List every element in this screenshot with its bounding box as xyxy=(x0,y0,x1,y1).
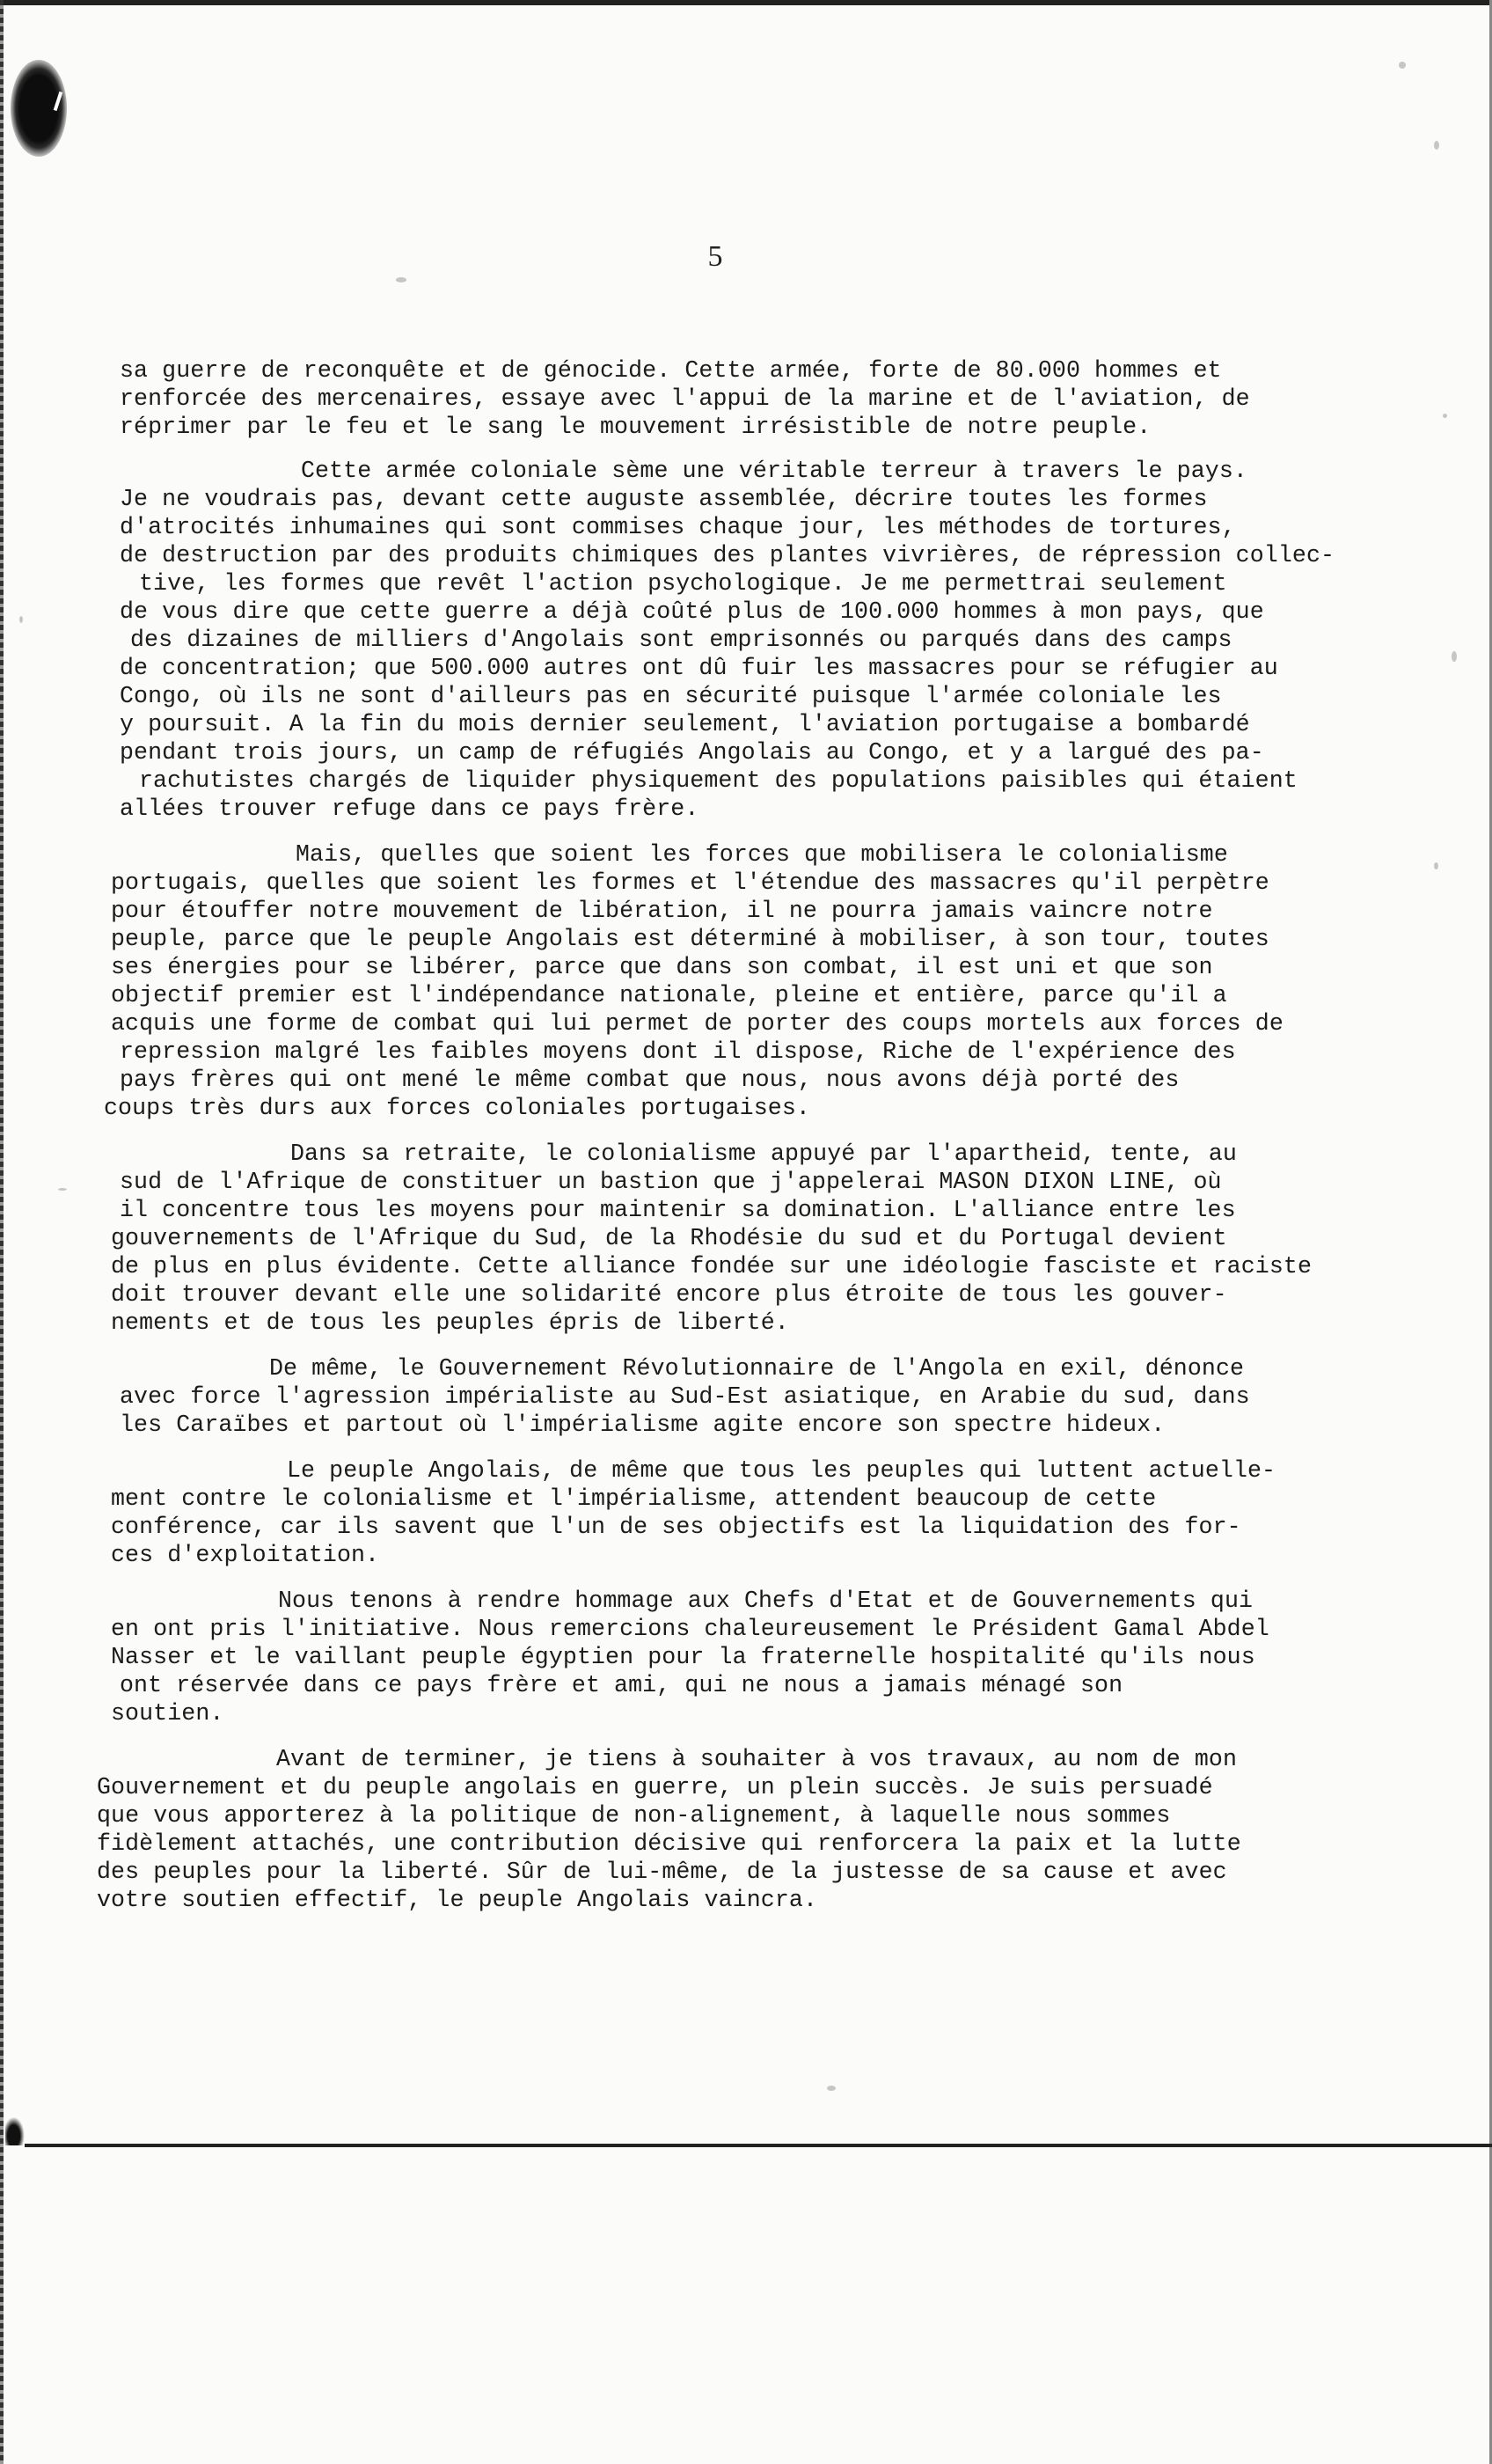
scan-speck xyxy=(827,2086,836,2091)
punch-hole-mark xyxy=(11,60,67,157)
scan-speck xyxy=(1434,141,1439,150)
text-line: sud de l'Afrique de constituer un bastion que j'appelerai MASON DIXON LINE, où xyxy=(120,1169,1222,1195)
bottom-scan-mark xyxy=(5,2114,26,2145)
text-line: Dans sa retraite, le colonialisme appuyé par l'apartheid, tente, au xyxy=(290,1140,1237,1167)
scan-speck xyxy=(1443,414,1447,418)
text-line: votre soutien effectif, le peuple Angolais vaincra. xyxy=(97,1887,818,1913)
text-line: de destruction par des produits chimiques des plantes vivrières, de répression collec- xyxy=(120,542,1335,568)
text-line: fidèlement attachés, une contribution décisive qui renforcera la paix et la lutte xyxy=(97,1830,1241,1857)
left-scan-edge xyxy=(0,0,4,2464)
scan-speck xyxy=(396,277,406,282)
text-line: ont réservée dans ce pays frère et ami, qui ne nous a jamais ménagé son xyxy=(120,1672,1123,1698)
text-line: de plus en plus évidente. Cette alliance fondée sur une idéologie fasciste et raciste xyxy=(111,1253,1313,1280)
page-number: 5 xyxy=(707,240,723,273)
text-line: les Caraïbes et partout où l'impérialisme agite encore son spectre hideux. xyxy=(120,1412,1166,1438)
scan-speck xyxy=(1434,862,1438,869)
text-line: sa guerre de reconquête et de génocide. Cette armée, forte de 80.000 hommes et xyxy=(120,357,1222,384)
text-line: Congo, où ils ne sont d'ailleurs pas en sécurité puisque l'armée coloniale les xyxy=(120,683,1222,709)
text-line: Avant de terminer, je tiens à souhaiter à vos travaux, au nom de mon xyxy=(276,1746,1238,1772)
text-line: tive, les formes que revêt l'action psychologique. Je me permettrai seulement xyxy=(139,570,1227,597)
text-line: pays frères qui ont mené le même combat que nous, nous avons déjà porté des xyxy=(120,1067,1180,1093)
text-line: rachutistes chargés de liquider physiquement des populations paisibles qui étaient xyxy=(139,767,1298,794)
text-line: renforcée des mercenaires, essaye avec l'appui de la marine et de l'aviation, de xyxy=(120,385,1250,412)
text-line: ment contre le colonialisme et l'impérialisme, attendent beaucoup de cette xyxy=(111,1485,1157,1512)
scan-speck xyxy=(1399,62,1406,69)
text-line: Le peuple Angolais, de même que tous les peuples qui luttent actuelle- xyxy=(287,1457,1276,1484)
scan-speck xyxy=(58,1188,67,1191)
text-line: Gouvernement et du peuple angolais en guerre, un plein succès. Je suis persuadé xyxy=(97,1774,1213,1800)
text-line: avec force l'agression impérialiste au Sud-Est asiatique, en Arabie du sud, dans xyxy=(120,1383,1250,1410)
text-line: de concentration; que 500.000 autres ont dû fuir les massacres pour se réfugier au xyxy=(120,655,1278,681)
text-line: objectif premier est l'indépendance nationale, pleine et entière, parce qu'il a xyxy=(111,982,1227,1008)
text-line: ces d'exploitation. xyxy=(111,1542,380,1568)
text-line: Mais, quelles que soient les forces que mobilisera le colonialisme xyxy=(296,841,1228,868)
text-line: de vous dire que cette guerre a déjà coûté plus de 100.000 hommes à mon pays, que xyxy=(120,598,1264,625)
bottom-scan-border xyxy=(25,2144,1492,2147)
text-line: acquis une forme de combat qui lui permet de porter des coups mortels aux forces de xyxy=(111,1010,1284,1037)
text-line: réprimer par le feu et le sang le mouvement irrésistible de notre peuple. xyxy=(120,414,1152,440)
text-line: en ont pris l'initiative. Nous remercions chaleureusement le Président Gamal Abdel xyxy=(111,1616,1269,1642)
text-line: d'atrocités inhumaines qui sont commises chaque jour, les méthodes de tortures, xyxy=(120,514,1236,540)
text-line: il concentre tous les moyens pour maintenir sa domination. L'alliance entre les xyxy=(120,1197,1236,1223)
text-line: coups très durs aux forces coloniales portugaises. xyxy=(104,1095,810,1121)
text-line: portugais, quelles que soient les formes et l'étendue des massacres qu'il perpètre xyxy=(111,869,1269,896)
text-line: y poursuit. A la fin du mois dernier seulement, l'aviation portugaise a bombardé xyxy=(120,711,1250,737)
text-line: allées trouver refuge dans ce pays frère. xyxy=(120,796,699,822)
text-line: peuple, parce que le peuple Angolais est déterminé à mobiliser, à son tour, toutes xyxy=(111,926,1269,952)
scan-speck xyxy=(19,616,23,623)
text-line: repression malgré les faibles moyens dont il dispose, Riche de l'expérience des xyxy=(120,1038,1236,1065)
text-line: soutien. xyxy=(111,1700,224,1727)
text-line: Nasser et le vaillant peuple égyptien pour la fraternelle hospitalité qu'ils nous xyxy=(111,1644,1255,1670)
scan-speck xyxy=(1452,651,1457,662)
text-line: des dizaines de milliers d'Angolais sont emprisonnés ou parqués dans des camps xyxy=(130,627,1232,653)
text-line: Je ne voudrais pas, devant cette auguste assemblée, décrire toutes les formes xyxy=(120,486,1208,512)
top-scan-border xyxy=(0,0,1492,5)
text-line: que vous apporterez à la politique de non-alignement, à laquelle nous sommes xyxy=(97,1802,1171,1829)
text-line: conférence, car ils savent que l'un de ses objectifs est la liquidation des for- xyxy=(111,1514,1241,1540)
text-line: gouvernements de l'Afrique du Sud, de la Rhodésie du sud et du Portugal devient xyxy=(111,1225,1227,1251)
text-line: pendant trois jours, un camp de réfugiés Angolais au Congo, et y a largué des pa- xyxy=(120,739,1264,766)
text-line: Cette armée coloniale sème une véritable terreur à travers le pays. xyxy=(301,458,1247,484)
text-line: nements et de tous les peuples épris de liberté. xyxy=(111,1309,789,1336)
text-line: ses énergies pour se libérer, parce que dans son combat, il est uni et que son xyxy=(111,954,1213,980)
text-line: pour étouffer notre mouvement de libération, il ne pourra jamais vaincre notre xyxy=(111,898,1213,924)
text-line: doit trouver devant elle une solidarité encore plus étroite de tous les gouver- xyxy=(111,1281,1227,1308)
text-line: Nous tenons à rendre hommage aux Chefs d'Etat et de Gouvernements qui xyxy=(278,1588,1254,1614)
text-line: des peuples pour la liberté. Sûr de lui-même, de la justesse de sa cause et avec xyxy=(97,1859,1227,1885)
text-line: De même, le Gouvernement Révolutionnaire de l'Angola en exil, dénonce xyxy=(269,1355,1245,1382)
